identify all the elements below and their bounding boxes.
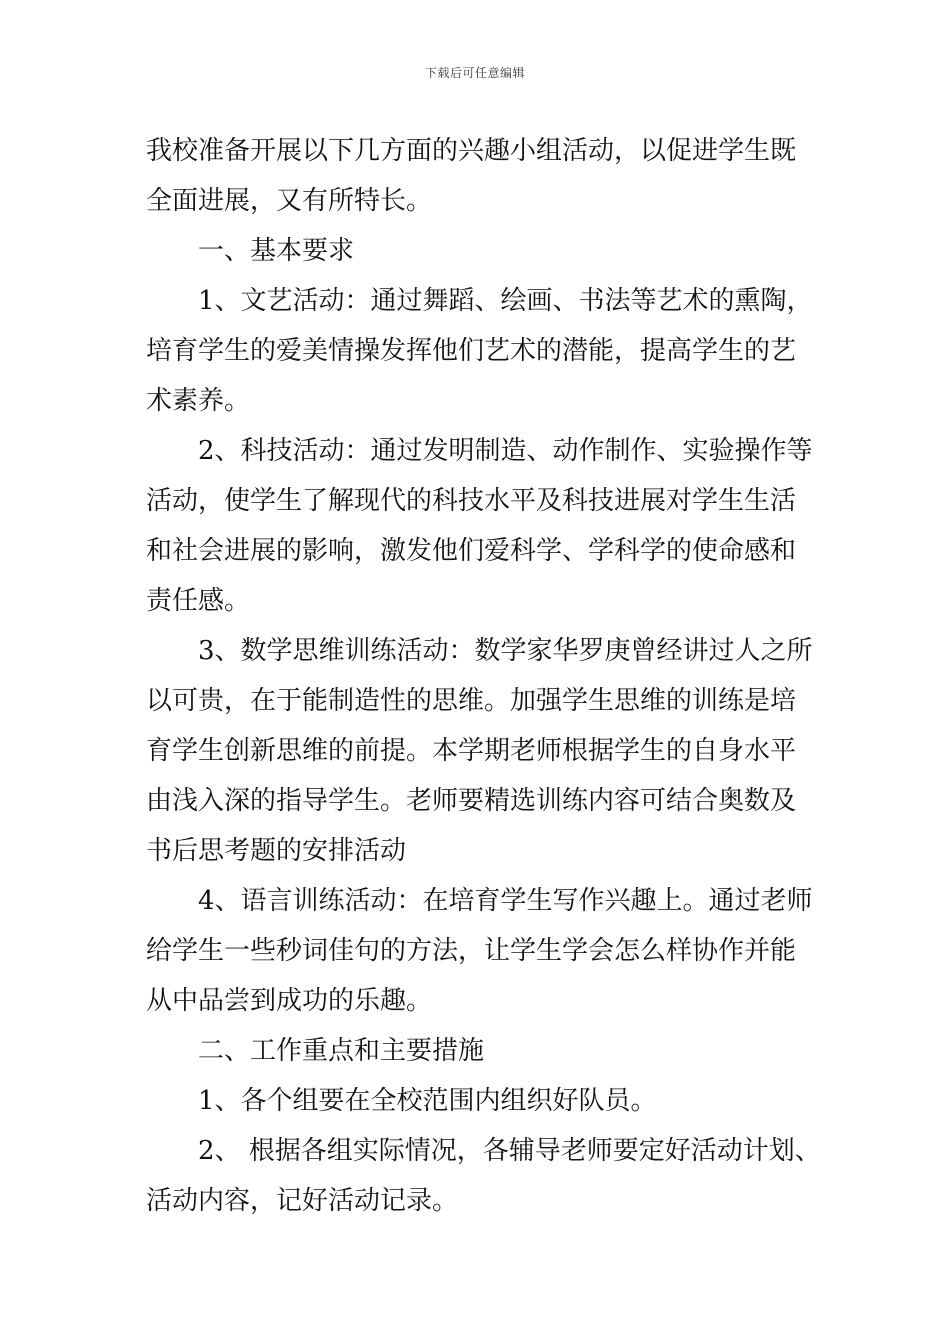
text-line: 2、科技活动：通过发明制造、动作制作、实验操作等 <box>198 436 813 466</box>
text-line: 我校准备开展以下几方面的兴趣小组活动，以促进学生既 <box>146 136 797 166</box>
document-body <box>146 126 821 1226</box>
text-line: 全面进展，又有所特长。 <box>146 186 433 216</box>
text-line: 3、数学思维训练活动：数学家华罗庚曾经讲过人之所 <box>198 636 813 666</box>
text-line: 4、语言训练活动：在培育学生写作兴趣上。通过老师 <box>198 886 813 916</box>
text-line: 和社会进展的影响，激发他们爱科学、学科学的使命感和 <box>146 536 797 566</box>
text-line: 活动内容，记好活动记录。 <box>146 1186 459 1216</box>
section-heading: 一、基本要求 <box>198 236 355 266</box>
text-line: 从中品尝到成功的乐趣。 <box>146 986 433 1016</box>
section-heading: 二、工作重点和主要措施 <box>198 1036 485 1066</box>
text-line: 由浅入深的指导学生。老师要精选训练内容可结合奥数及 <box>146 786 797 816</box>
text-line: 给学生一些秒词佳句的方法，让学生学会怎么样协作并能 <box>146 936 797 966</box>
text-line: 培育学生的爱美情操发挥他们艺术的潜能，提高学生的艺 <box>146 336 797 366</box>
text-line: 2、 根据各组实际情况，各辅导老师要定好活动计划、 <box>198 1136 821 1166</box>
text-line: 活动，使学生了解现代的科技水平及科技进展对学生生活 <box>146 486 797 516</box>
text-line: 书后思考题的安排活动 <box>146 836 407 866</box>
text-line: 1、各个组要在全校范围内组织好队员。 <box>198 1086 657 1116</box>
text-line: 以可贵，在于能制造性的思维。加强学生思维的训练是培 <box>146 686 797 716</box>
text-line: 术素养。 <box>146 386 251 416</box>
text-line: 育学生创新思维的前提。本学期老师根据学生的自身水平 <box>146 736 797 766</box>
page-header: 下载后可任意编辑 <box>424 66 525 80</box>
text-line: 责任感。 <box>146 586 251 616</box>
text-line: 1、文艺活动：通过舞蹈、绘画、书法等艺术的熏陶， <box>198 286 813 316</box>
